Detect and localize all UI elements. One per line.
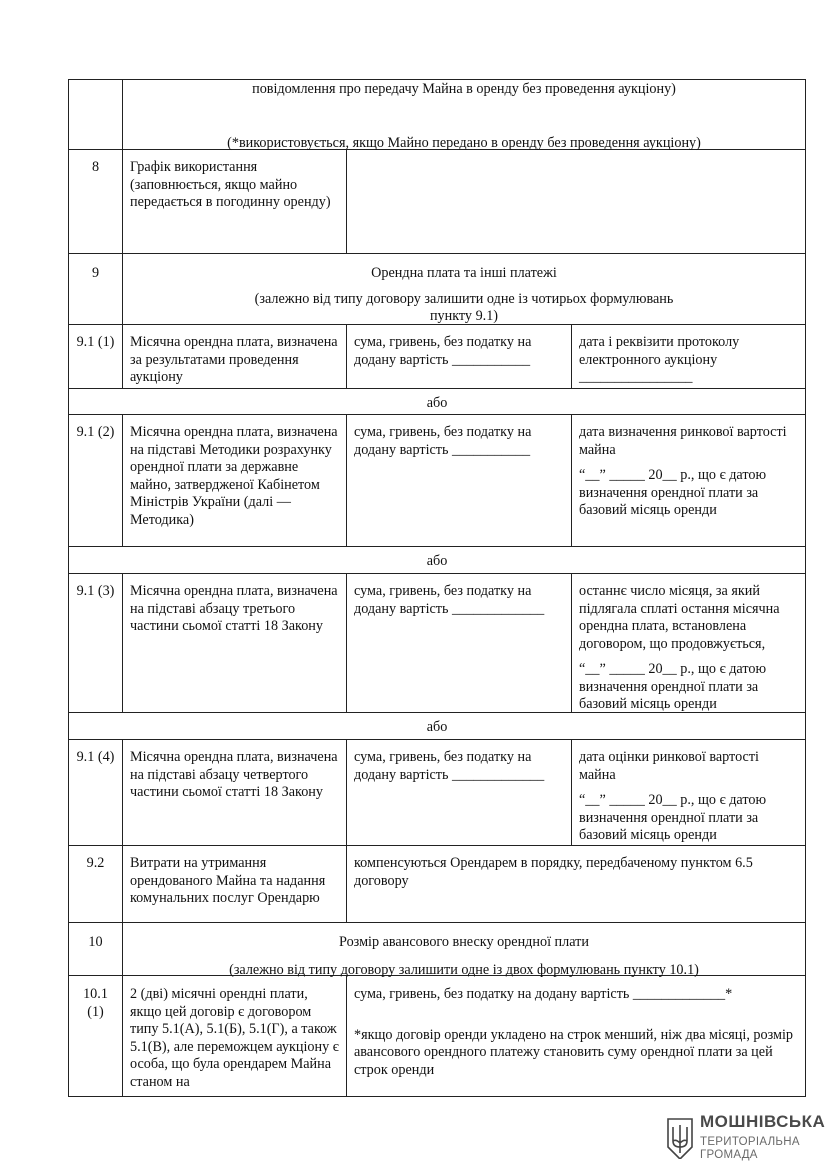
rent-extra: [572, 577, 805, 714]
row-number: 9.1 (4): [76, 749, 115, 765]
logo-subtitle: ТЕРИТОРІАЛЬНА: [700, 1136, 800, 1148]
expenses-label: Витрати на утримання орендованого Майна та надання комунальних послуг Орендарю: [130, 855, 326, 906]
expenses-value: компенсуються Орендарем в порядку, передбаченому пунктом 6.5 договору: [354, 855, 753, 889]
rule: [68, 414, 806, 415]
section-note: (залежно від типу договору залишити одне із двох формулювань пункту 10.1): [229, 961, 699, 978]
row-continuation: [123, 79, 805, 152]
section-title: Розмір авансового внеску орендної плати: [339, 934, 589, 950]
rule: [68, 922, 806, 923]
row-number: 9.1 (2): [76, 424, 115, 440]
advance-label: 2 (дві) місячні орендні плати, якщо цей договір є договором типу 5.1(А), 5.1(Б), 5.1(Г), а також 5.1(В), але переможцем аукціону є особа, що була орендарем Майна станом на: [130, 986, 339, 1090]
advance-note: *якщо договір оренди укладено на строк менший, ніж два місяці, розмір авансового орендного платежу становить суму орендної плати за цей строк оренди: [354, 1026, 794, 1078]
rent-label: Місячна орендна плата, визначена за результатами проведення аукціону: [130, 334, 338, 385]
section-title: Орендна плата та інші платежі: [371, 265, 557, 281]
rent-label: Місячна орендна плата, визначена на підставі абзацу третього частини сьомої статті 18 Закону: [130, 583, 338, 634]
or-separator: або: [426, 395, 448, 411]
rule: [68, 739, 806, 740]
protocol-blank: ________________: [579, 369, 693, 385]
continuation-note: (*використовується, якщо Майно передано в оренду без проведення аукціону): [227, 134, 701, 151]
row-number: 9.2: [86, 855, 105, 871]
row-number: 10: [88, 934, 103, 950]
row-number: 8: [91, 159, 100, 175]
schedule-label: Графік використання (заповнюється, якщо майно передається в погодинну оренду): [130, 159, 331, 210]
rent-amount: сума, гривень, без податку на додану вартість ___________: [354, 424, 532, 458]
schedule-value: [347, 150, 805, 253]
rule-bottom: [68, 1096, 806, 1097]
valuation-label: дата визначення ринкової вартості майна: [579, 424, 787, 458]
or-separator: або: [426, 553, 448, 569]
logo-title: МОШНІВСЬКА: [700, 1112, 826, 1131]
rent-extra: [572, 328, 805, 387]
rent-extra: [572, 418, 805, 520]
market-valuation-label: дата оцінки ринкової вартості майна: [579, 749, 759, 783]
rent-amount: сума, гривень, без податку на додану вартість _____________: [354, 749, 545, 783]
rent-extra: [572, 743, 805, 845]
last-month-label: останнє число місяця, за який підлягала сплаті остання місячна орендна плата, встановлена договором, що продовжується,: [579, 583, 780, 652]
rule: [68, 573, 806, 574]
or-separator: або: [426, 719, 448, 735]
rent-label: Місячна орендна плата, визначена на підставі Методики розрахунку орендної плати за державне майно, затвердженої Кабінетом Міністрів України (далі — Методика): [130, 424, 338, 528]
continuation-text: повідомлення про передачу Майна в оренду без проведення аукціону): [252, 81, 676, 97]
row-number: 9: [91, 265, 100, 281]
trident-icon: [666, 1117, 694, 1159]
row-number: 9.1 (1): [76, 334, 115, 350]
advance-amount: сума, гривень, без податку на додану вартість _____________*: [354, 986, 733, 1002]
rent-section: [123, 259, 805, 326]
rent-label: Місячна орендна плата, визначена на підставі абзацу четвертого частини сьомої статті 18 Закону: [130, 749, 338, 800]
section-note: (залежно від типу договору залишити одне із чотирьох формулювань пункту 9.1): [254, 290, 674, 324]
rent-amount: сума, гривень, без податку на додану вартість _____________: [354, 583, 545, 617]
row-number: 9.1 (3): [76, 583, 115, 599]
base-month-date: “__” _____ 20__ р., що є датою визначення орендної плати за базовий місяць оренди: [579, 661, 767, 712]
advance-section: [123, 928, 805, 979]
community-logo: [666, 1112, 826, 1163]
rule: [68, 845, 806, 846]
protocol-label: дата і реквізити протоколу електронного аукціону: [579, 334, 740, 368]
advance-value: [347, 980, 805, 1079]
logo-subtitle: ГРОМАДА: [700, 1149, 758, 1161]
rule: [68, 388, 806, 389]
valuation-date: “__” _____ 20__ р., що є датою визначення орендної плати за базовий місяць оренди: [579, 467, 767, 518]
border-right: [805, 79, 806, 1097]
rent-amount: сума, гривень, без податку на додану вартість ___________: [354, 334, 532, 368]
rule: [68, 253, 806, 254]
row-number: 10.1 (1): [83, 986, 108, 1020]
base-month-date: “__” _____ 20__ р., що є датою визначення орендної плати за базовий місяць оренди: [579, 792, 767, 843]
rule: [68, 546, 806, 547]
